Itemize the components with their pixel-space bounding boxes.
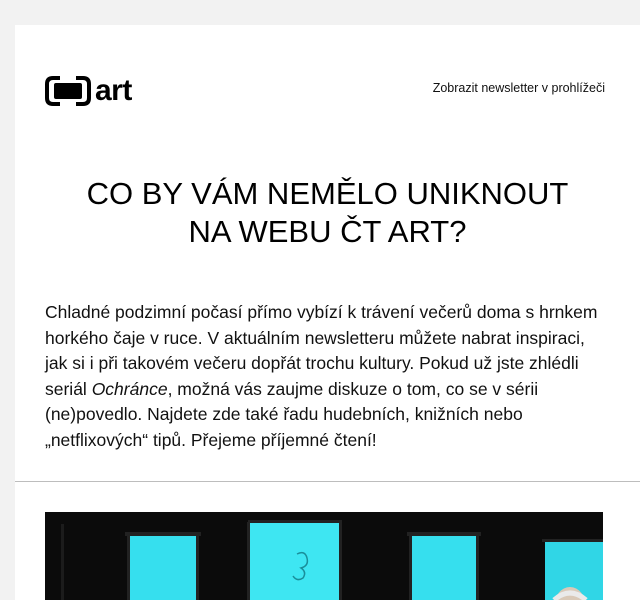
newsletter-card — [15, 25, 640, 600]
ct-logo-icon — [45, 76, 91, 106]
view-in-browser-link[interactable]: Zobrazit newsletter v prohlížeči — [432, 81, 605, 95]
intro-text-part-2: , možná vás zaujme diskuze o tom, co se v sérii (ne)povedlo. Najdete zde také řadu hudebních, knižních nebo „netflixových“ tipů. Přejeme příjemné čtení! — [45, 378, 539, 450]
newsletter-header — [45, 75, 605, 107]
stage-screen-3 — [411, 536, 477, 600]
intro-text-part-1: Chladné podzimní počasí přímo vybízí k trávení večerů doma s hrnkem horkého čaje v ruce. V aktuálním newsletteru můžete nabrat inspiraci, jak si i při takovém večeru dopřát trochu kultury. Pokud už jste zhlédli seriál — [45, 302, 598, 399]
headline — [15, 175, 640, 251]
hero-photo-illustration — [45, 512, 603, 600]
stage-screen-2 — [250, 522, 340, 600]
stage-screen-1 — [129, 536, 197, 600]
headline-line-2: NA WEBU ČT ART? — [188, 214, 467, 249]
headline-line-1: CO BY VÁM NEMĚLO UNIKNOUT — [86, 176, 569, 211]
intro-paragraph — [45, 300, 610, 453]
logo-text: art — [95, 74, 132, 107]
section-divider — [15, 481, 640, 482]
ct-art-logo[interactable] — [45, 75, 132, 107]
hero-image[interactable] — [45, 512, 603, 600]
series-title: Ochránce — [91, 378, 168, 399]
